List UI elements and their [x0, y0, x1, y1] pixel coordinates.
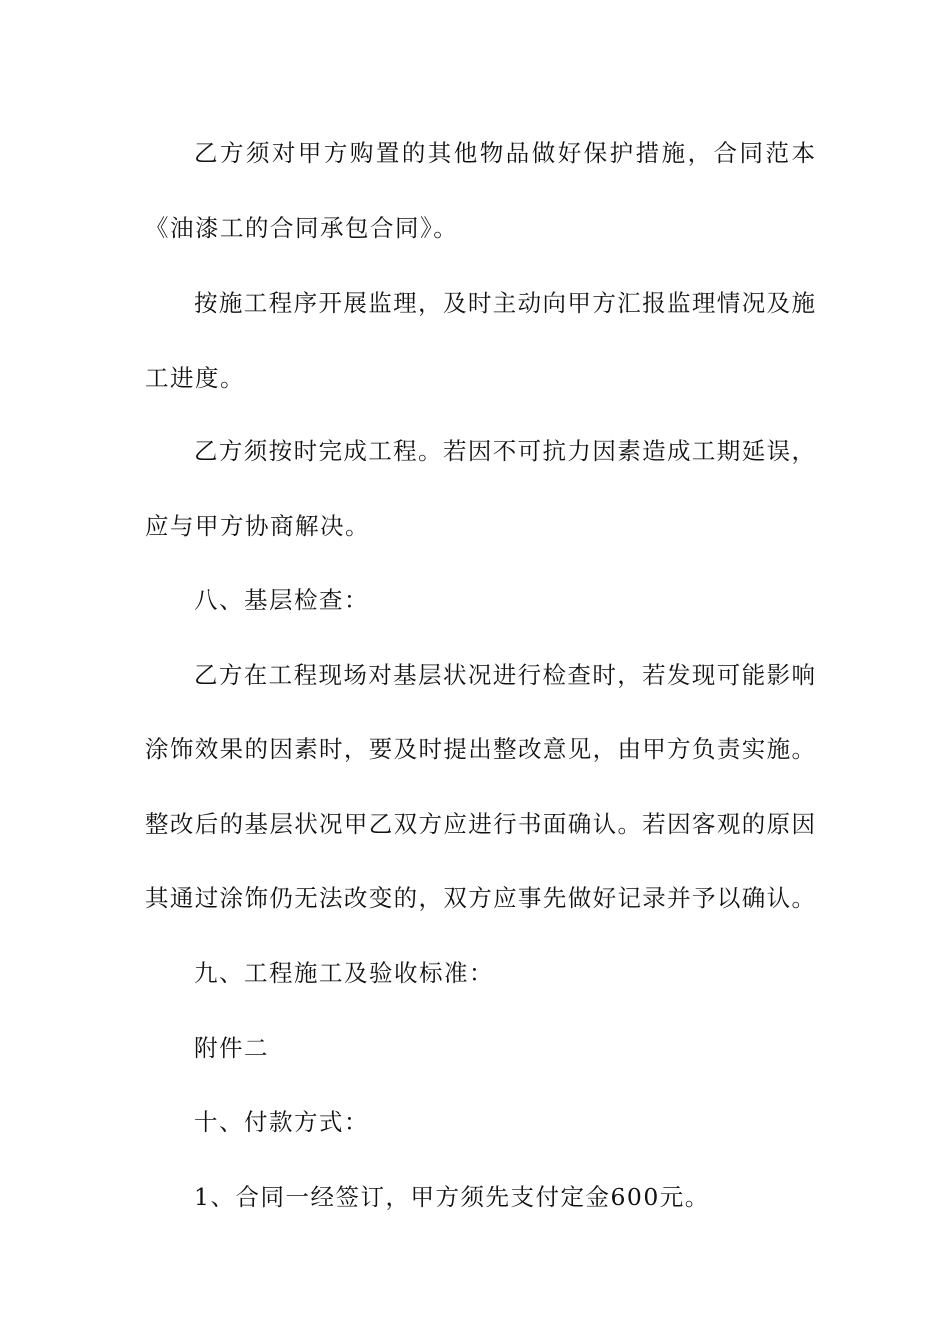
section-heading: 八、基层检查： — [194, 586, 369, 614]
paragraph-line: 乙方须对甲方购置的其他物品做好保护措施，合同范本 — [194, 139, 815, 167]
paragraph-line: 乙方须按时完成工程。若因不可抗力因素造成工期延误， — [194, 437, 815, 465]
paragraph-line: 《油漆工的合同承包合同》。 — [145, 214, 459, 242]
paragraph-line: 按施工程序开展监理，及时主动向甲方汇报监理情况及施 — [194, 289, 815, 317]
section-heading: 九、工程施工及验收标准： — [194, 959, 494, 987]
paragraph-line: 其通过涂饰仍无法改变的，双方应事先做好记录并予以确认。 — [145, 884, 815, 912]
paragraph-line: 应与甲方协商解决。 — [145, 512, 370, 540]
paragraph-line: 整改后的基层状况甲乙双方应进行书面确认。若因客观的原因 — [145, 810, 815, 838]
paragraph-line: 附件二 — [194, 1034, 269, 1062]
paragraph-line: 1、合同一经签订，甲方须先支付定金600元。 — [194, 1183, 710, 1211]
paragraph-line: 工进度。 — [145, 364, 245, 392]
section-heading: 十、付款方式： — [194, 1108, 369, 1136]
paragraph-line: 乙方在工程现场对基层状况进行检查时，若发现可能影响 — [194, 661, 815, 689]
paragraph-line: 涂饰效果的因素时，要及时提出整改意见，由甲方负责实施。 — [145, 735, 815, 763]
